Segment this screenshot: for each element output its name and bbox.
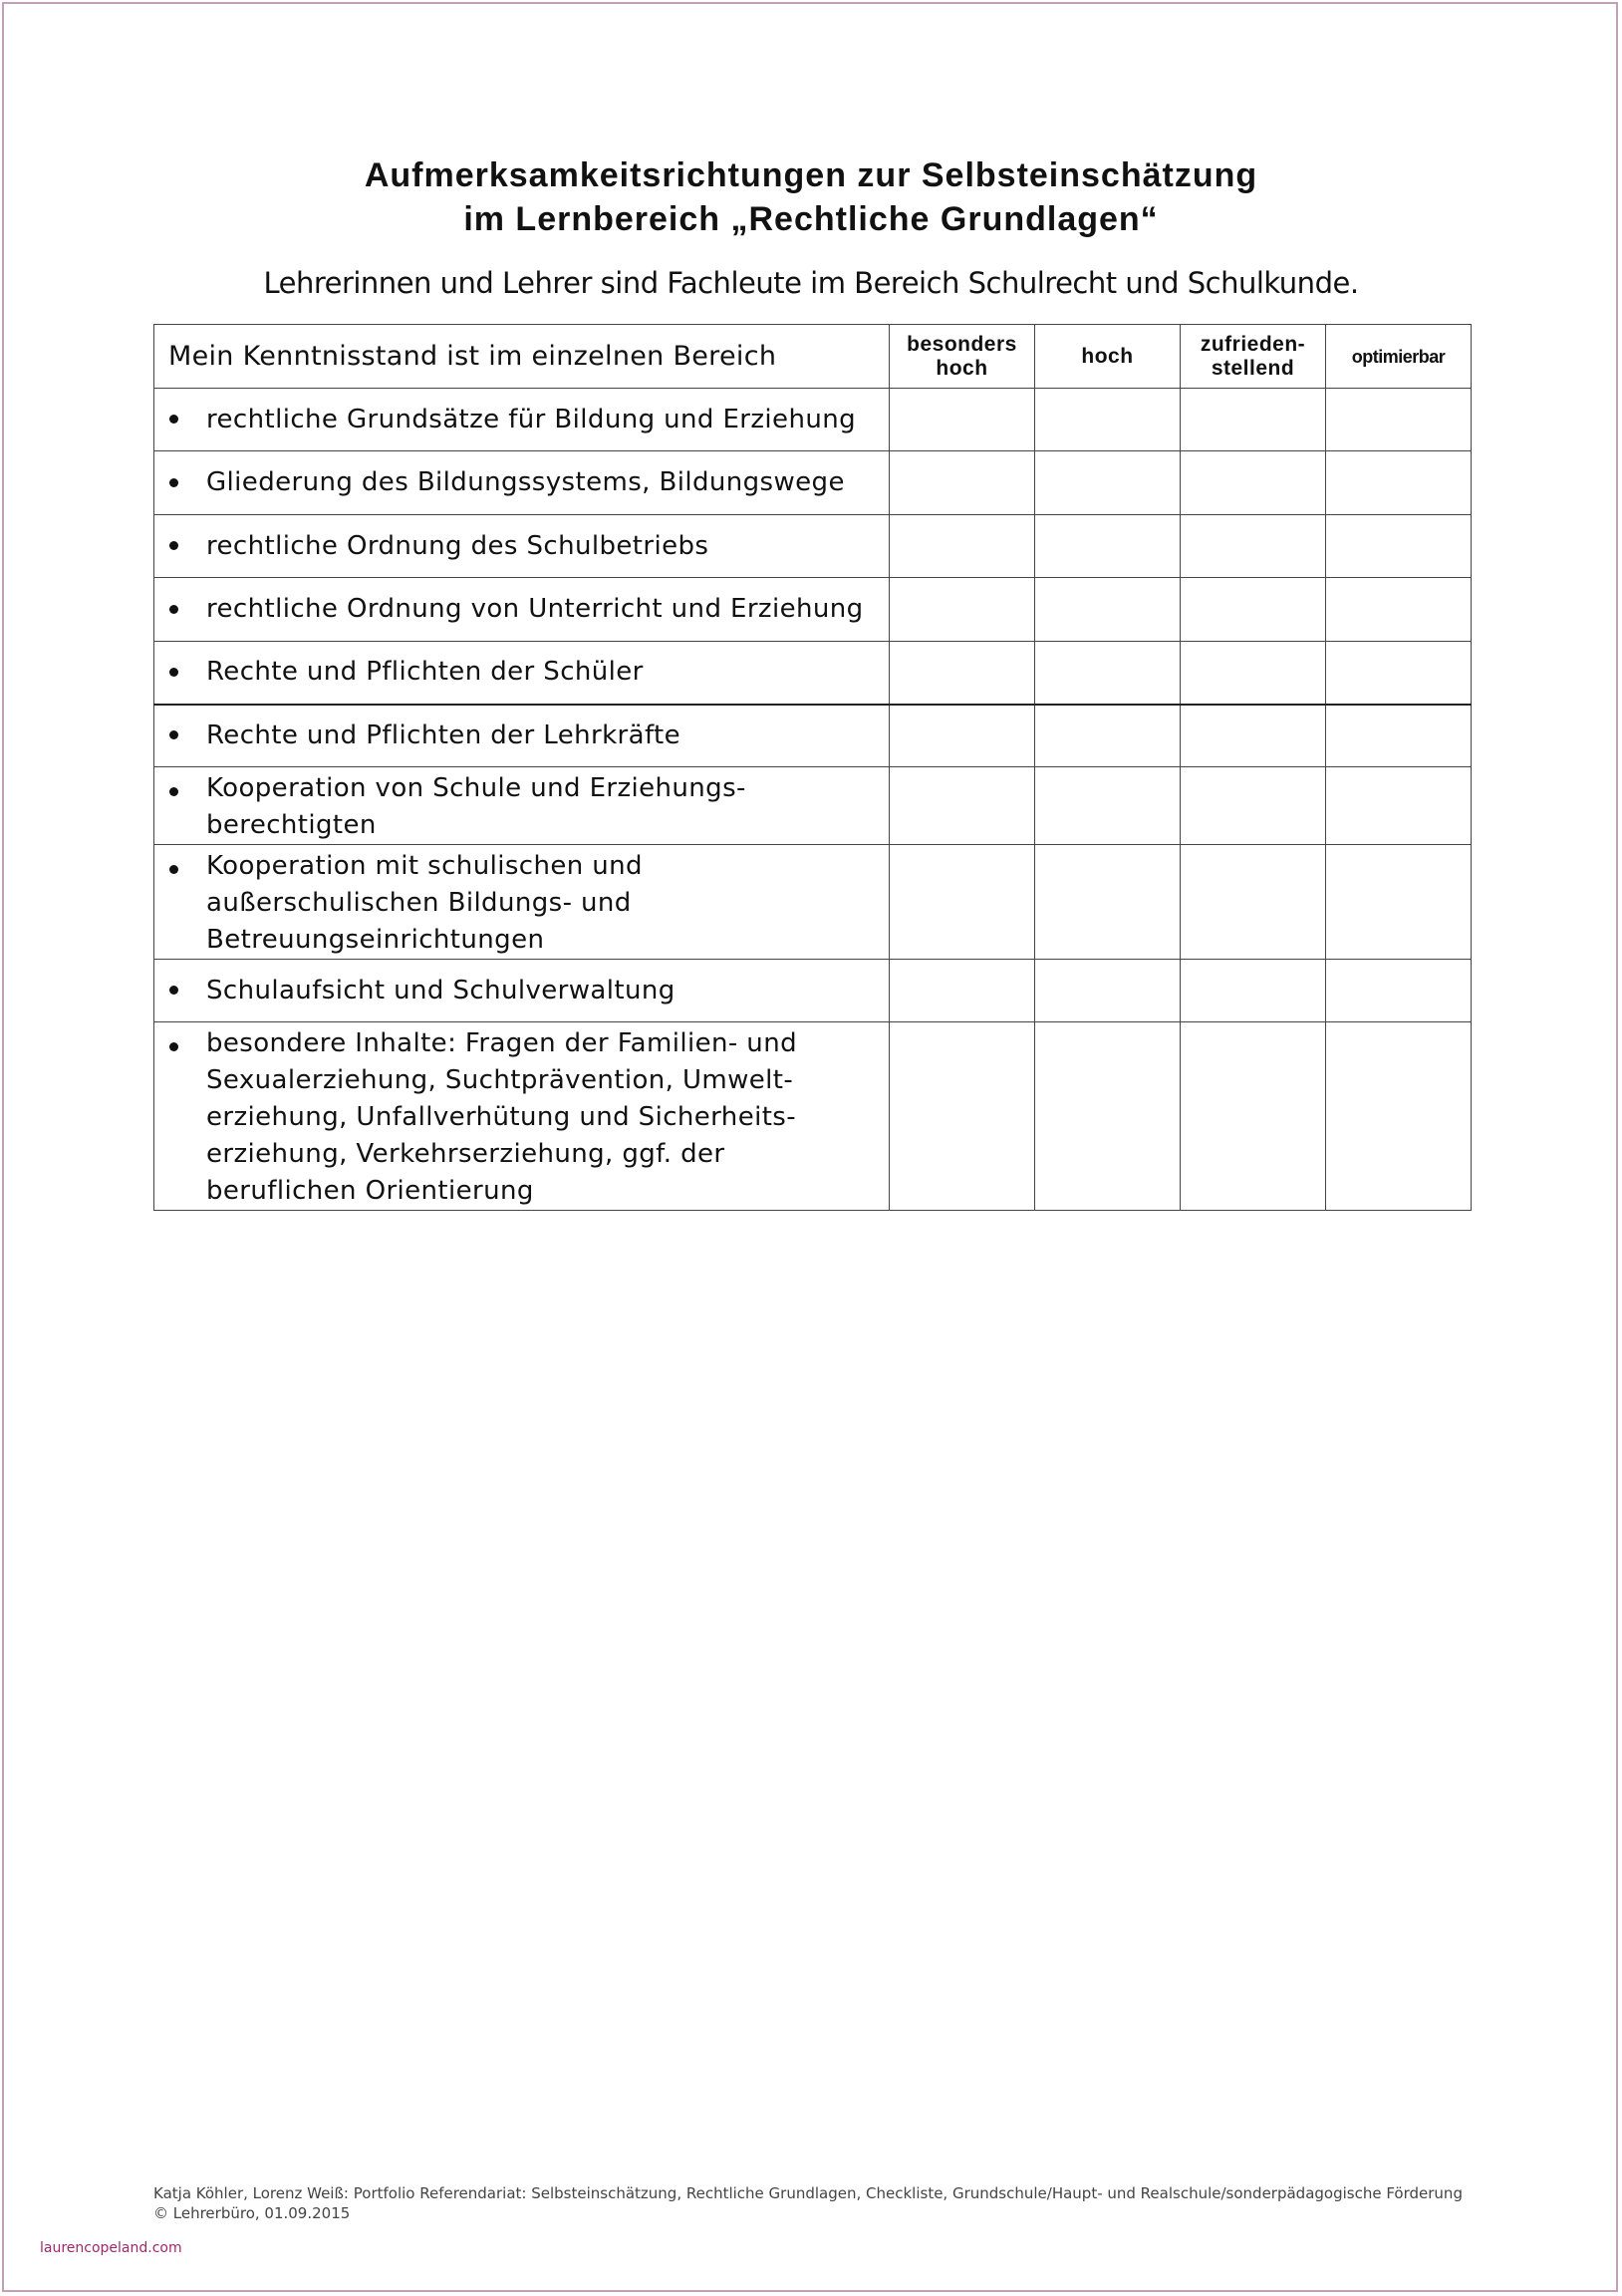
row-text: rechtliche Ordnung des Schulbetriebs	[206, 530, 709, 561]
row-label	[154, 1022, 890, 1211]
table-row	[154, 960, 1472, 1022]
row-text: Schulaufsicht und Schulverwaltung	[206, 975, 676, 1005]
row-label	[154, 845, 890, 960]
header-besonders-hoch-line1: besonders	[907, 332, 1017, 356]
table-row	[154, 767, 1472, 845]
rating-cell-optimierbar[interactable]	[1326, 705, 1472, 767]
row-label	[154, 705, 890, 767]
rating-cell-optimierbar[interactable]	[1326, 642, 1472, 705]
bullet-icon	[169, 787, 178, 796]
rating-cell-zufriedenstellend[interactable]	[1181, 705, 1326, 767]
rating-cell-hoch[interactable]	[1035, 845, 1181, 960]
document-subtitle: Lehrerinnen und Lehrer sind Fachleute im Bereich Schulrecht und Schulkunde.	[263, 266, 1359, 300]
bullet-icon	[169, 478, 178, 487]
document-title-line1: Aufmerksamkeitsrichtungen zur Selbsteinschätzung	[364, 156, 1258, 194]
rating-cell-optimierbar[interactable]	[1326, 767, 1472, 845]
rating-cell-besonders-hoch[interactable]	[890, 515, 1035, 578]
row-label	[154, 451, 890, 515]
table-header-row	[154, 325, 1472, 389]
rating-cell-zufriedenstellend[interactable]	[1181, 578, 1326, 642]
header-optimierbar: optimierbar	[1326, 325, 1472, 389]
rating-cell-hoch[interactable]	[1035, 389, 1181, 451]
rating-cell-zufriedenstellend[interactable]	[1181, 1022, 1326, 1211]
header-besonders-hoch	[890, 325, 1035, 389]
row-label	[154, 960, 890, 1022]
row-text: Kooperation mit schulischen und außerschulischen Bildungs- und Betreuungseinrichtungen	[206, 851, 643, 955]
row-text: rechtliche Grundsätze für Bildung und Erziehung	[206, 404, 856, 434]
rating-cell-hoch[interactable]	[1035, 578, 1181, 642]
row-text: besondere Inhalte: Fragen der Familien- und Sexualerziehung, Suchtprävention, Umwelt-erziehung, Unfallverhütung und Sicherheits-erziehung, Verkehrserziehung, ggf. der beruflichen Orientierung	[206, 1028, 797, 1206]
rating-cell-optimierbar[interactable]	[1326, 845, 1472, 960]
rating-cell-optimierbar[interactable]	[1326, 451, 1472, 515]
rating-cell-hoch[interactable]	[1035, 451, 1181, 515]
bullet-icon	[169, 986, 178, 995]
header-zufriedenstellend-line2: stellend	[1211, 356, 1295, 380]
rating-cell-optimierbar[interactable]	[1326, 515, 1472, 578]
rating-cell-zufriedenstellend[interactable]	[1181, 642, 1326, 705]
rating-cell-hoch[interactable]	[1035, 767, 1181, 845]
rating-cell-besonders-hoch[interactable]	[890, 451, 1035, 515]
bullet-icon	[169, 865, 178, 874]
table-row	[154, 389, 1472, 451]
row-label	[154, 578, 890, 642]
bullet-icon	[169, 415, 178, 424]
rating-cell-zufriedenstellend[interactable]	[1181, 515, 1326, 578]
table-row	[154, 451, 1472, 515]
header-zufriedenstellend-line1: zufrieden-	[1200, 332, 1306, 356]
table-row	[154, 642, 1472, 705]
rating-cell-hoch[interactable]	[1035, 1022, 1181, 1211]
watermark-text: laurencopeland.com	[40, 2240, 182, 2256]
rating-cell-zufriedenstellend[interactable]	[1181, 451, 1326, 515]
row-text: rechtliche Ordnung von Unterricht und Erziehung	[206, 594, 864, 624]
rating-cell-besonders-hoch[interactable]	[890, 642, 1035, 705]
table-row	[154, 578, 1472, 642]
footer-line1: Katja Köhler, Lorenz Weiß: Portfolio Referendariat: Selbsteinschätzung, Rechtliche Grundlagen, Checkliste, Grundschule/Haupt- und Realschule/sonderpädagogische Förderung	[153, 2184, 1463, 2202]
rating-cell-optimierbar[interactable]	[1326, 389, 1472, 451]
rating-cell-besonders-hoch[interactable]	[890, 705, 1035, 767]
rating-cell-optimierbar[interactable]	[1326, 578, 1472, 642]
rating-cell-besonders-hoch[interactable]	[890, 1022, 1035, 1211]
header-hoch: hoch	[1035, 325, 1181, 389]
row-label	[154, 515, 890, 578]
header-knowledge-level: Mein Kenntnisstand ist im einzelnen Bereich	[154, 325, 890, 389]
row-text: Rechte und Pflichten der Lehrkräfte	[206, 719, 681, 750]
bullet-icon	[169, 668, 178, 677]
row-label	[154, 642, 890, 705]
footer-line2: © Lehrerbüro, 01.09.2015	[153, 2204, 351, 2222]
rating-cell-hoch[interactable]	[1035, 642, 1181, 705]
header-zufriedenstellend	[1181, 325, 1326, 389]
row-text: Gliederung des Bildungssystems, Bildungswege	[206, 467, 845, 497]
document-title-line2: im Lernbereich „Rechtliche Grundlagen“	[463, 200, 1159, 238]
bullet-icon	[169, 730, 178, 739]
bullet-icon	[169, 541, 178, 550]
bullet-icon	[169, 605, 178, 614]
row-label	[154, 767, 890, 845]
rating-cell-hoch[interactable]	[1035, 960, 1181, 1022]
table-row	[154, 845, 1472, 960]
rating-cell-hoch[interactable]	[1035, 515, 1181, 578]
rating-cell-zufriedenstellend[interactable]	[1181, 389, 1326, 451]
rating-cell-besonders-hoch[interactable]	[890, 767, 1035, 845]
rating-cell-optimierbar[interactable]	[1326, 960, 1472, 1022]
bullet-icon	[169, 1042, 178, 1051]
rating-cell-optimierbar[interactable]	[1326, 1022, 1472, 1211]
row-text: Rechte und Pflichten der Schüler	[206, 657, 644, 688]
rating-cell-zufriedenstellend[interactable]	[1181, 960, 1326, 1022]
row-label	[154, 389, 890, 451]
rating-cell-besonders-hoch[interactable]	[890, 960, 1035, 1022]
table-row	[154, 515, 1472, 578]
rating-cell-zufriedenstellend[interactable]	[1181, 845, 1326, 960]
table-row	[154, 705, 1472, 767]
rating-cell-zufriedenstellend[interactable]	[1181, 767, 1326, 845]
row-text: Kooperation von Schule und Erziehungs-berechtigten	[206, 773, 746, 840]
rating-cell-besonders-hoch[interactable]	[890, 578, 1035, 642]
table-row	[154, 1022, 1472, 1211]
rating-cell-besonders-hoch[interactable]	[890, 845, 1035, 960]
footer-citation	[153, 2183, 1463, 2223]
rating-cell-hoch[interactable]	[1035, 705, 1181, 767]
header-besonders-hoch-line2: hoch	[936, 356, 988, 380]
rating-cell-besonders-hoch[interactable]	[890, 389, 1035, 451]
self-assessment-table	[153, 324, 1472, 1211]
